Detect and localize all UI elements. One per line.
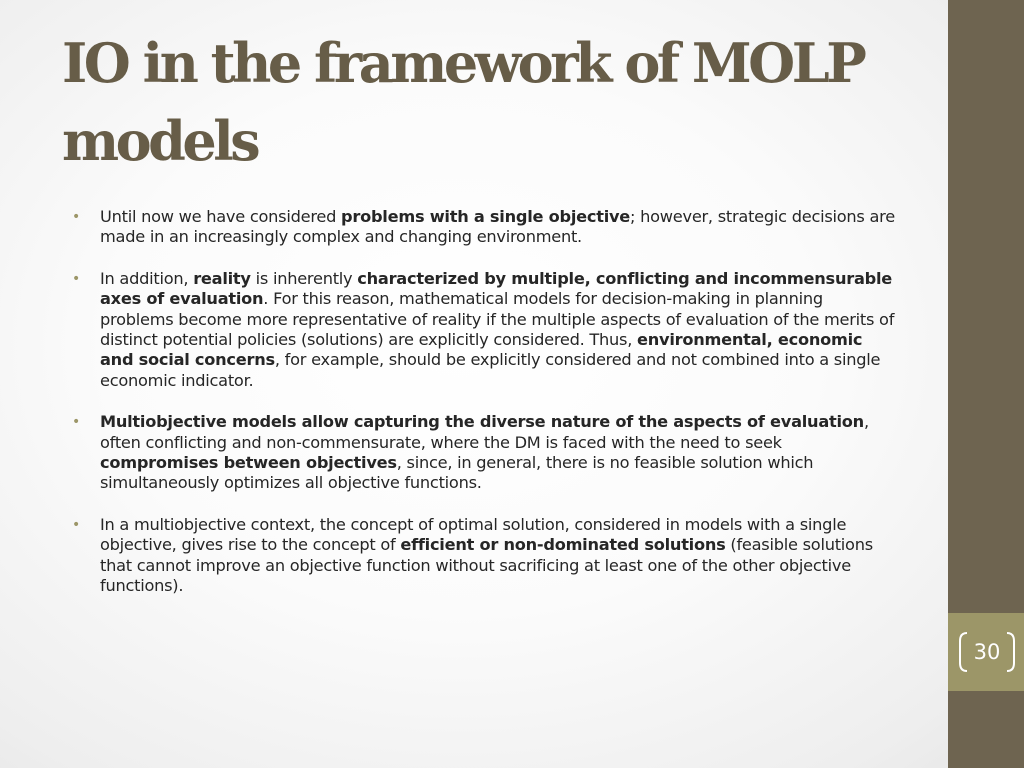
- bullet-text: Until now we have considered problems with a single objective; however, strategic decisions are made in an increasingly complex and changing environment.: [100, 207, 895, 247]
- bullet-list: [72, 207, 900, 618]
- page-number-badge: [958, 630, 1016, 674]
- bullet-item: [72, 269, 900, 391]
- bullet-marker: •: [72, 516, 81, 533]
- bullet-marker: •: [72, 270, 81, 287]
- bullet-item: [72, 412, 900, 494]
- bullet-item: [72, 515, 900, 597]
- page-number-panel: [948, 613, 1024, 691]
- bullet-item: [72, 207, 900, 248]
- bullet-text: In addition, reality is inherently characterized by multiple, conflicting and incommensurable axes of evaluation. For this reason, mathematical models for decision-making in planning problems become more representative of reality if the multiple aspects of evaluation of the merits of distinct potential policies (solutions) are explicitly considered. Thus, environmental, economic and social concerns, for example, should be explicitly considered and not combined into a single economic indicator.: [100, 268, 895, 390]
- page-number: 30: [973, 640, 1001, 664]
- bullet-marker: •: [72, 209, 81, 225]
- sidebar-bar: [948, 0, 1024, 768]
- bullet-text: Multiobjective models allow capturing the diverse nature of the aspects of evaluation, often conflicting and non-commensurate, where the DM is faced with the need to seek compromises between objectives, since, in general, there is no feasible solution which simultaneously optimizes all objective functions.: [100, 412, 869, 493]
- bullet-text: In a multiobjective context, the concept of optimal solution, considered in models with a single objective, gives rise to the concept of efficient or non-dominated solutions (feasible solutions that cannot improve an objective function without sacrificing at least one of the other objective functions).: [100, 514, 873, 596]
- bullet-marker: •: [72, 414, 81, 431]
- slide-title: IO in the framework of MOLP models: [62, 31, 864, 173]
